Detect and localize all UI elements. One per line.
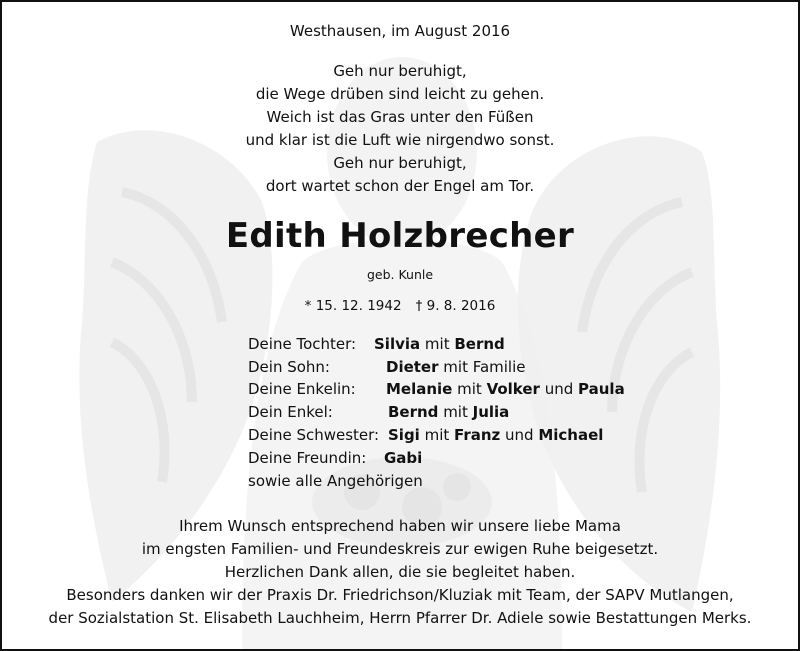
relative-names: Dieter mit Familie [386, 358, 526, 376]
thanks-line: Herzlichen Dank allen, die sie begleitet haben. [224, 563, 576, 581]
maiden-name: geb. Kunle [366, 267, 434, 282]
place-and-date: Westhausen, im August 2016 [289, 22, 511, 40]
relative-label: Deine Freundin: [248, 449, 367, 467]
relative-names: Silvia mit Bernd [374, 335, 505, 353]
poem-line: die Wege drüben sind leicht zu gehen. [255, 85, 545, 103]
thanks-line: der Sozialstation St. Elisabeth Lauchheim, Herrn Pfarrer Dr. Adiele sowie Bestattungen Merks. [48, 609, 752, 627]
poem-line: und klar ist die Luft wie nirgendwo sonst. [245, 131, 555, 149]
relative-label: Dein Sohn: [248, 358, 330, 376]
death-date: † 9. 8. 2016 [415, 298, 496, 314]
thanks-line: im engsten Familien- und Freundeskreis zur ewigen Ruhe beigesetzt. [141, 540, 659, 558]
relative-names: Sigi mit Franz und Michael [388, 426, 604, 444]
relative-label: Deine Tochter: [248, 335, 357, 353]
relative-label: Deine Schwester: [248, 426, 380, 444]
poem-line: dort wartet schon der Engel am Tor. [265, 177, 535, 195]
relative-names: Melanie mit Volker und Paula [386, 380, 625, 398]
poem-line: Geh nur beruhigt, [333, 154, 467, 172]
thanks-line: Ihrem Wunsch entsprechend haben wir unsere liebe Mama [179, 517, 621, 535]
notice-content: Westhausen, im August 2016 Geh nur beruhigt, die Wege drüben sind leicht zu gehen. Weich ist das Gras unter den Füßen und klar ist die Luft wie nirgendwo sonst. Geh nur beruhigt, dort wartet schon der Engel am Tor. Edith Holzbrecher geb. Kunle * 15. 12. 1942 † 9. 8. 2016 Deine Tochter: Silvia mit Bernd Dein Sohn: Dieter mit Familie Deine Enkelin: Melanie mit Volker und Paula Dein Enkel: Bernd mit Julia Deine Schwester: Sigi mit Franz und Michael Deine Freundin: Gabi sowie alle Angehörigen Ihrem Wunsch entsprechend haben wir unsere liebe Mama im engsten Familien- und Freundeskreis zur ewigen Ruhe beigesetzt. Herzlichen Dank allen, die sie begleitet haben. Besonders danken wir der Praxis Dr. Friedrichson/Kluziak mit Team, der SAPV Mutlangen, der Sozialstation St. Elisabeth Lauchheim, Herrn Pfarrer Dr. Adiele sowie Bestattungen Merks. [2, 2, 798, 649]
relative-label: Deine Enkelin: [248, 380, 356, 398]
relative-names: Bernd mit Julia [388, 403, 510, 421]
life-dates [2, 297, 798, 315]
relative-label: Dein Enkel: [248, 403, 333, 421]
birth-date: * 15. 12. 1942 [304, 298, 402, 314]
deceased-name: Edith Holzbrecher [225, 216, 575, 256]
relative-names: Gabi [384, 449, 423, 467]
poem-line: Geh nur beruhigt, [333, 62, 467, 80]
poem-line: Weich ist das Gras unter den Füßen [266, 108, 534, 126]
thanks-line: Besonders danken wir der Praxis Dr. Friedrichson/Kluziak mit Team, der SAPV Mutlangen, [66, 586, 734, 604]
